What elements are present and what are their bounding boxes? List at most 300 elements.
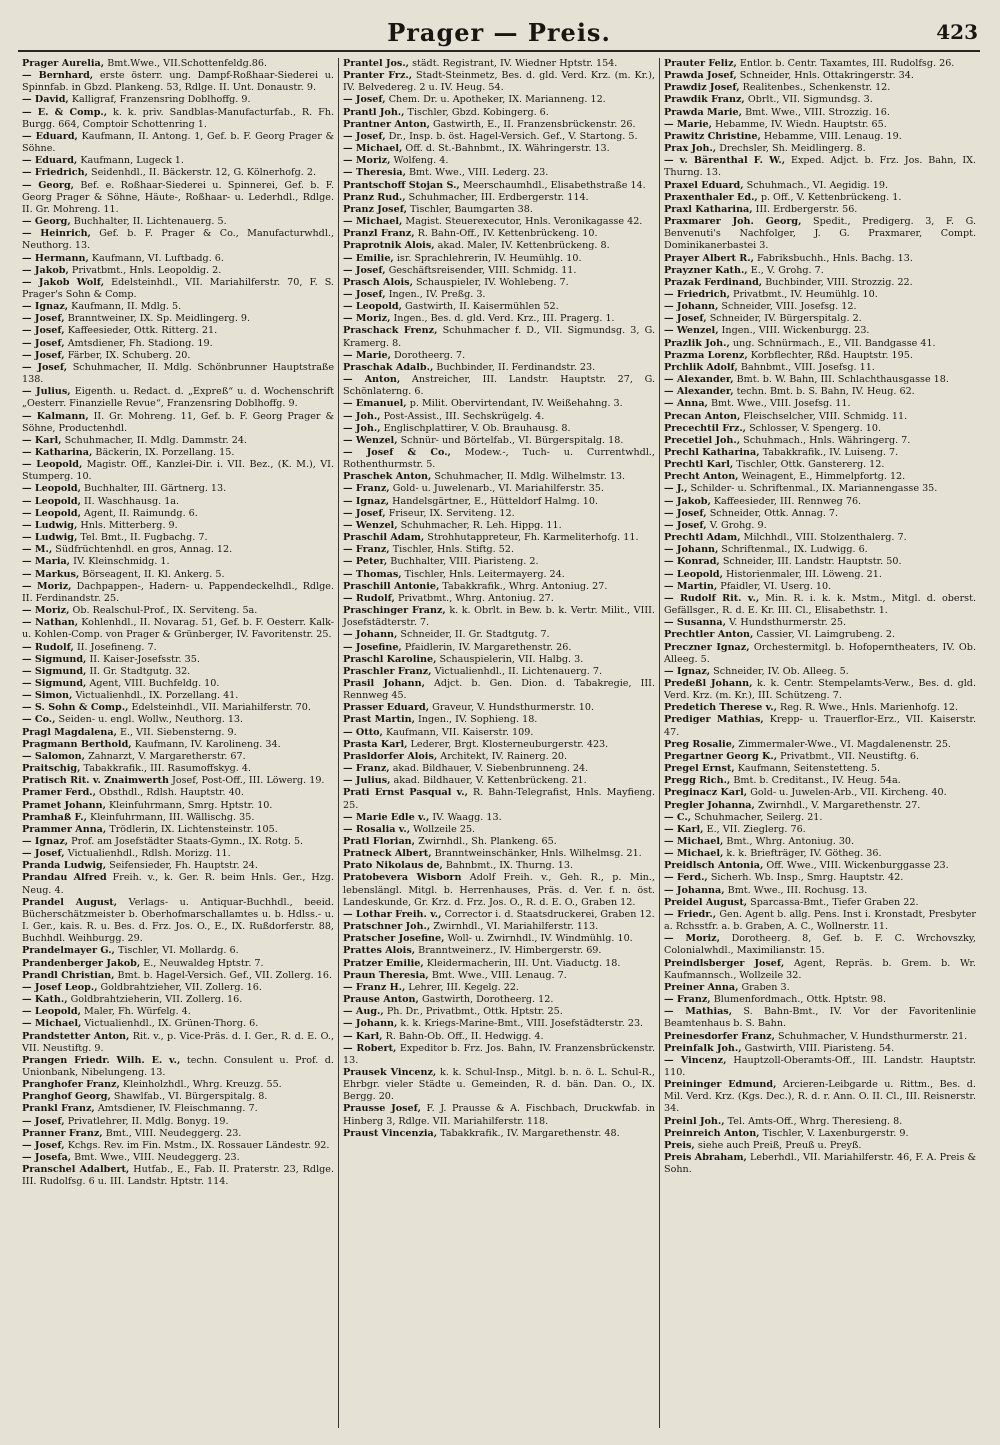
entry-details: Architekt, IV. Rainerg. 20.	[440, 750, 568, 762]
directory-entry	[343, 508, 655, 520]
entry-name: Prandau Alfred	[22, 872, 107, 884]
entry-name: — Michael,	[343, 216, 403, 228]
entry-name: — Franz,	[343, 763, 390, 775]
directory-entry	[22, 775, 334, 787]
directory-entry	[22, 739, 334, 751]
entry-name: Praun Theresia,	[343, 969, 429, 981]
directory-entry	[22, 1091, 334, 1103]
directory-entry	[22, 812, 334, 824]
entry-details: akad. Maler, IV. Kettenbrückeng. 8.	[437, 240, 610, 252]
entry-details: Kaffeesieder, III. Rennweg 76.	[713, 495, 862, 507]
directory-entry	[343, 860, 655, 872]
entry-name: Pratscher Josefine,	[343, 933, 445, 945]
directory-entry	[22, 848, 334, 860]
directory-entry	[22, 1164, 334, 1188]
page-header	[18, 16, 980, 52]
entry-name: — Michael,	[664, 848, 724, 860]
directory-entry	[343, 569, 655, 581]
directory-entry	[22, 386, 334, 410]
entry-details: Zwirnhdl., Sh. Plankeng. 65.	[418, 836, 557, 847]
directory-entry	[343, 301, 655, 313]
entry-details: Dachpappen-, Hadern- u. Pappendeckelhdl., Rdlge. II. Ferdinandstr. 25.	[22, 580, 334, 604]
entry-name: Predetich Therese v.,	[664, 702, 777, 714]
entry-name: Pramhaß F.,	[22, 811, 87, 823]
entry-name: Praschack Frenz,	[343, 325, 438, 337]
entry-details: Expeditor b. Frz. Jos. Bahn, IV. Franzensbrückenstr. 13.	[343, 1042, 655, 1066]
entry-name: Prast Martin,	[343, 714, 415, 726]
entry-name: Prandstetter Anton,	[22, 1030, 130, 1042]
page-number: 423	[936, 20, 978, 44]
entry-details: Tischler, Hnls. Leitermayerg. 24.	[404, 568, 565, 580]
directory-entry	[22, 569, 334, 581]
entry-details: Bahnbmt., VIII. Josefsg. 11.	[740, 361, 875, 373]
entry-details: Bmt., VIII. Neudeggerg. 23.	[105, 1127, 242, 1139]
entry-name: Prayer Albert R.,	[664, 252, 754, 264]
directory-entry	[343, 1067, 655, 1103]
entry-details: Bmt. Wwe., VIII. Neudeggerg. 23.	[74, 1152, 240, 1164]
entry-name: — Josef,	[343, 130, 386, 142]
entry-details: Kleinholzhdl., Whrg. Kreuzg. 55.	[122, 1079, 282, 1091]
entry-name: Praxenthaler Ed.,	[664, 191, 758, 203]
entry-name: Praschil Adam,	[343, 532, 425, 544]
directory-entry	[664, 1055, 976, 1079]
directory-entry	[22, 642, 334, 654]
directory-entry	[22, 970, 334, 982]
directory-entry	[343, 836, 655, 848]
directory-entry	[664, 496, 976, 508]
directory-entry	[343, 325, 655, 349]
directory-entry	[664, 982, 976, 994]
entry-details: erste österr. ung. Dampf-Roßhaar-Siederei u. Spinnfab. in Gbzd. Plankeng. 53, Rdlge. II. Unt. Donaustr. 9.	[22, 70, 334, 94]
entry-name: — Ignaz,	[22, 836, 69, 847]
entry-name: Pramet Johann,	[22, 799, 106, 811]
directory-entry	[343, 714, 655, 726]
entry-details: Gef. b. F. Prager & Co., Manufacturwhdl., Neuthorg. 13.	[22, 228, 334, 252]
directory-entry	[664, 1006, 976, 1030]
entry-details: Seidenhdl., II. Bäckerstr. 12, G. Kölnerhofg. 2.	[91, 167, 316, 179]
entry-name: Prawda Josef,	[664, 70, 737, 82]
directory-entry	[343, 180, 655, 192]
entry-details: Buchhalter, II. Lichtenauerg. 5.	[73, 216, 227, 228]
entry-name: — Mathias,	[664, 1006, 733, 1018]
entry-name: Prauter Feliz,	[664, 58, 737, 69]
entry-name: Pratzer Emilie,	[343, 957, 424, 969]
entry-name: — Johanna,	[664, 884, 725, 896]
entry-details: Victualienhdl., IX. Grünen-Thorg. 6.	[84, 1018, 259, 1030]
entry-name: Prangen Friedr. Wilh. E. v.,	[22, 1054, 181, 1066]
entry-details: k. k. Briefträger, IV. Götheg. 36.	[726, 848, 882, 860]
entry-name: — Leopold,	[343, 301, 402, 313]
entry-details: Kalligraf, Franzensring Doblhoffg. 9.	[71, 94, 251, 106]
directory-entry	[22, 678, 334, 690]
entry-name: — Josef,	[22, 1115, 65, 1127]
directory-entry	[664, 447, 976, 459]
entry-details: Off. Wwe., VIII. Wickenburggasse 23.	[766, 860, 949, 872]
entry-name: — Josefa,	[22, 1152, 72, 1164]
entry-name: — Johann,	[664, 301, 719, 313]
directory-entry	[343, 350, 655, 362]
entry-name: — Franz,	[664, 994, 711, 1006]
entry-details: Stadt-Steinmetz, Bes. d. gld. Verd. Krz. (m. Kr.), IV. Belvedereg. 2 u. IV. Heug. 54.	[343, 70, 655, 94]
entry-name: — Emilie,	[343, 252, 394, 264]
directory-entry	[343, 787, 655, 811]
entry-name: — Thomas,	[343, 568, 402, 580]
directory-entry	[664, 872, 976, 884]
directory-entry	[343, 532, 655, 544]
entry-name: — Ludwig,	[22, 532, 78, 544]
entry-name: — Maria,	[22, 556, 71, 568]
entry-details: IV. Kleinschmidg. 1.	[73, 556, 170, 568]
directory-entry	[664, 569, 976, 581]
directory-entry	[343, 812, 655, 824]
directory-entry	[664, 739, 976, 751]
entry-details: Bahnbmt., IX. Thurng. 13.	[445, 860, 574, 872]
entry-details: Kaufmann, II. Mdlg. 5.	[71, 301, 182, 313]
entry-name: — Josef,	[343, 264, 386, 276]
entry-name: — Sigmund,	[22, 653, 87, 665]
directory-entry	[343, 629, 655, 641]
entry-name: Pranghofer Franz,	[22, 1079, 120, 1091]
entry-details: Dorotheerg. 7.	[393, 349, 466, 361]
entry-name: — Konrad,	[664, 556, 720, 568]
directory-entry	[664, 702, 976, 714]
entry-details: Schneider, Hnls. Ottakringerstr. 34.	[739, 70, 914, 82]
directory-entry	[664, 556, 976, 568]
entry-name: — Julius,	[343, 775, 391, 787]
directory-entry	[22, 824, 334, 836]
entry-details: Schuhmacher f. D., VII. Sigmundsg. 3, G. Kramerg. 8.	[343, 325, 655, 349]
directory-entry	[664, 678, 976, 702]
entry-details: II. Gr. Stadtgutg. 32.	[89, 665, 191, 677]
entry-name: Pregel Ernst,	[664, 763, 735, 775]
directory-entry	[664, 909, 976, 933]
entry-details: Milchhdl., VIII. Stolzenthalerg. 7.	[743, 532, 907, 544]
entry-details: Rit. v., p. Vice-Präs. d. I. Ger., R. d. E. O., VII. Neustiftg. 9.	[22, 1030, 334, 1054]
entry-name: — Peter,	[343, 556, 388, 568]
entry-name: Preis Abraham,	[664, 1152, 747, 1164]
directory-entry	[22, 605, 334, 617]
entry-name: — Josef,	[664, 519, 707, 531]
entry-details: Entlor. b. Centr. Taxamtes, III. Rudolfsg. 26.	[739, 58, 955, 69]
entry-details: Tabakkrafik., IV. Luiseng. 7.	[762, 447, 899, 458]
entry-name: Pregg Rich.,	[664, 775, 731, 787]
entry-details: Kleinfuhrmann, Smrg. Hptstr. 10.	[109, 799, 273, 811]
directory-entry	[343, 277, 655, 289]
entry-name: — E. & Comp.,	[22, 106, 108, 118]
directory-entry	[22, 1128, 334, 1140]
entry-details: Orchestermitgl. b. Hofoperntheaters, IV. Ob. Alleeg. 5.	[664, 641, 976, 665]
directory-entry	[22, 496, 334, 508]
entry-details: Tischler, Ottk. Ganstererg. 12.	[736, 459, 885, 471]
entry-details: Lederer, Brgt. Klosterneuburgerstr. 423.	[410, 738, 609, 750]
directory-entry	[664, 787, 976, 799]
directory-entry	[664, 180, 976, 192]
directory-entry	[664, 617, 976, 629]
entry-details: Schriftenmal., IX. Ludwigg. 6.	[721, 544, 868, 556]
entry-details: Tabakkrafik., Whrg. Antoniug. 27.	[442, 580, 608, 592]
entry-name: — Michael,	[22, 1018, 82, 1030]
directory-entry	[664, 666, 976, 678]
column-middle	[338, 58, 659, 1428]
entry-name: — Simon,	[22, 690, 73, 702]
entry-name: Praschill Antonie,	[343, 580, 440, 592]
entry-details: II. Kaiser-Josefsstr. 35.	[89, 653, 200, 665]
entry-name: Prasser Eduard,	[343, 702, 430, 714]
directory-entry	[343, 702, 655, 714]
entry-details: Obsthdl., Rdlsh. Hauptstr. 40.	[99, 787, 244, 799]
entry-details: techn. Bmt. b. S. Bahn, IV. Heug. 62.	[736, 386, 915, 398]
entry-details: siehe auch Preiß, Preuß u. Preyß.	[697, 1139, 862, 1151]
directory-entry	[343, 362, 655, 374]
directory-entry	[343, 107, 655, 119]
directory-entry	[664, 192, 976, 204]
entry-name: Pratisch Rit. v. Znaimwerth	[22, 775, 169, 787]
entry-details: IV. Waagg. 13.	[432, 811, 502, 823]
entry-name: — Rudolf,	[22, 641, 74, 653]
entry-details: Seifensieder, Fh. Hauptstr. 24.	[109, 860, 258, 872]
entry-details: Trödlerin, IX. Lichtensteinstr. 105.	[109, 823, 278, 835]
directory-entry	[664, 933, 976, 957]
entry-details: Branntweiner, IX. Sp. Meidlingerg. 9.	[67, 313, 251, 325]
directory-entry	[343, 313, 655, 325]
entry-name: Precan Anton,	[664, 410, 741, 422]
entry-name: Prantl Joh.,	[343, 106, 405, 118]
entry-name: Preis,	[664, 1139, 695, 1151]
directory-entry	[22, 313, 334, 325]
directory-entry	[343, 216, 655, 228]
entry-details: Tischler, VI. Mollardg. 6.	[117, 945, 239, 957]
directory-entry	[664, 1128, 976, 1140]
entry-name: Pranghof Georg,	[22, 1091, 111, 1103]
directory-entry	[22, 253, 334, 265]
entry-name: — Josef,	[343, 288, 386, 300]
entry-name: — Theresia,	[343, 167, 406, 179]
entry-details: Kaufmann, IV. Karolineng. 34.	[134, 738, 281, 750]
directory-entry	[343, 872, 655, 908]
entry-name: — Katharina,	[22, 447, 93, 458]
directory-entry	[343, 70, 655, 94]
directory-entry	[664, 751, 976, 763]
entry-details: Kaufmann, VI. Luftbadg. 6.	[91, 252, 224, 264]
directory-entry	[343, 1103, 655, 1127]
entry-details: Verlags- u. Antiquar-Buchhdl., beeid. Bücherschätzmeister b. Oberhofmarschallamtes u. b. Hdlss.- u. I. Ger., kais. R. u. Bes. d. Frz. Jos. O., E., IX. Rußdorferstr. 88, Buchhdl. Weihburgg. 29.	[22, 896, 334, 945]
directory-entry	[664, 1116, 976, 1128]
entry-name: Pratneck Albert,	[343, 848, 432, 860]
directory-entry	[664, 629, 976, 641]
entry-name: Preinesdorfer Franz,	[664, 1030, 775, 1042]
directory-entry	[664, 714, 976, 738]
entry-details: Ph. Dr., Privatbmt., Ottk. Hptstr. 25.	[386, 1006, 563, 1018]
entry-name: Praust Vincenzia,	[343, 1127, 438, 1139]
directory-entry	[664, 216, 976, 252]
entry-name: — Nathan,	[22, 617, 79, 629]
entry-name: — Josef,	[664, 313, 707, 325]
directory-entry	[664, 374, 976, 386]
directory-entry	[22, 702, 334, 714]
entry-details: Zahnarzt, V. Margaretherstr. 67.	[88, 750, 246, 762]
entry-name: — Wenzel,	[343, 434, 398, 446]
entry-name: Pratobevera Wisborn	[343, 872, 462, 884]
directory-entry	[664, 253, 976, 265]
directory-entry	[343, 483, 655, 495]
entry-name: — Emanuel,	[343, 398, 407, 410]
entry-details: städt. Registrant, IV. Wiedner Hptstr. 154.	[412, 58, 618, 69]
entry-name: Prechtl Adam,	[664, 532, 741, 544]
entry-name: Prantschoff Stojan S.,	[343, 179, 460, 191]
entry-details: Dr., Insp. b. öst. Hagel-Versich. Gef., V. Startong. 5.	[388, 130, 638, 142]
entry-details: Post-Assist., III. Sechskrügelg. 4.	[383, 410, 545, 422]
directory-entry	[343, 824, 655, 836]
directory-entry	[22, 982, 334, 994]
entry-name: — Josef,	[22, 325, 65, 337]
entry-name: Pranda Ludwig,	[22, 860, 107, 872]
directory-entry	[664, 532, 976, 544]
entry-details: Kaufmann, II. Antong. 1, Gef. b. F. Georg Prager & Söhne.	[22, 130, 334, 155]
entry-details: Kleinfuhrmann, III. Wällischg. 35.	[90, 811, 255, 823]
directory-entry	[664, 520, 976, 532]
entry-details: Schilder- u. Schriftenmal., IX. Mariannengasse 35.	[690, 483, 938, 495]
directory-entry	[343, 593, 655, 605]
entry-details: Adjct. b. Gen. Dion. d. Tabakregie, III. Rennweg 45.	[343, 677, 655, 702]
directory-entry	[343, 58, 655, 70]
entry-details: Tabakkrafik., III. Rasumoffskyg. 4.	[83, 763, 252, 775]
entry-details: Schneider, II. Gr. Stadtgutg. 7.	[400, 629, 550, 641]
entry-name: — Aug.,	[343, 1006, 384, 1018]
entry-details: Gold- u. Juwelenarb., VI. Mariahilferstr. 35.	[392, 483, 604, 495]
entry-details: Hauptzoll-Oberamts-Off., III. Landstr. Hauptstr. 110.	[664, 1054, 976, 1078]
entry-name: — J.,	[664, 483, 688, 495]
entry-details: R. Bahn-Ob. Off., II. Hedwigg. 4.	[385, 1030, 544, 1042]
directory-entry	[22, 435, 334, 447]
directory-entry	[664, 994, 976, 1006]
entry-name: — Josef,	[22, 349, 65, 361]
directory-entry	[343, 581, 655, 593]
entry-name: — Friedrich,	[22, 167, 88, 179]
entry-name: Prawdiz Josef,	[664, 82, 740, 94]
entry-name: — Josef,	[343, 94, 386, 106]
entry-name: — Julius,	[22, 386, 71, 398]
directory-entry	[664, 885, 976, 897]
entry-details: Corrector i. d. Staatsdruckerei, Graben 12.	[444, 908, 655, 920]
directory-entry	[664, 459, 976, 471]
directory-entry	[343, 605, 655, 629]
column-left	[18, 58, 338, 1428]
entry-name: Praxel Eduard,	[664, 179, 744, 191]
entry-name: — S. Sohn & Comp.,	[22, 702, 129, 714]
entry-details: Bmt. Wwe., VIII. Josefsg. 11.	[710, 398, 851, 410]
directory-entry	[22, 897, 334, 946]
entry-details: Graben 3.	[741, 981, 790, 993]
directory-entry	[343, 398, 655, 410]
entry-details: Kaffeesieder, Ottk. Ritterg. 21.	[67, 325, 218, 337]
entry-name: — Josef,	[22, 848, 65, 860]
entry-name: — Franz H.,	[343, 981, 406, 993]
directory-entry	[343, 240, 655, 252]
entry-name: — Friedr.,	[664, 908, 717, 920]
entry-details: Meerschaumhdl., Elisabethstraße 14.	[462, 179, 646, 191]
entry-details: Ob. Realschul-Prof., IX. Serviteng. 5a.	[72, 605, 258, 617]
entry-name: Praschak Adalb.,	[343, 361, 434, 373]
entry-details: Bäckerin, IX. Porzellang. 15.	[95, 447, 235, 458]
entry-details: Magist. Steuerexecutor, Hnls. Veronikagasse 42.	[405, 216, 643, 228]
entry-name: — Alexander,	[664, 374, 734, 386]
directory-entry	[664, 411, 976, 423]
entry-name: — Wenzel,	[343, 519, 398, 531]
entry-name: Preinl Joh.,	[664, 1115, 725, 1127]
directory-entry	[22, 338, 334, 350]
entry-name: Pramer Ferd.,	[22, 787, 96, 799]
directory-entry	[664, 593, 976, 617]
entry-details: Off. d. St.-Bahnbmt., IX. Währingerstr. 13.	[405, 143, 610, 155]
directory-entry	[22, 1018, 334, 1030]
entry-details: Schuhmach., Hnls. Währingerg. 7.	[743, 434, 911, 446]
directory-entry	[22, 787, 334, 799]
entry-details: E., Neuwaldeg Hptstr. 7.	[143, 957, 264, 969]
entry-name: — Johann,	[343, 629, 398, 641]
directory-entry	[22, 872, 334, 896]
entry-details: Tischler, Hnls. Stiftg. 52.	[392, 544, 515, 556]
directory-entry	[343, 666, 655, 678]
directory-entry	[664, 642, 976, 666]
directory-entry	[343, 265, 655, 277]
entry-name: — Vincenz,	[664, 1054, 727, 1066]
entry-name: — M.,	[22, 544, 53, 556]
directory-entry	[343, 848, 655, 860]
directory-entry	[22, 1140, 334, 1152]
entry-details: Victualienhdl., Rdlsh. Morizg. 11.	[67, 848, 231, 860]
entry-name: Praschl Karoline,	[343, 653, 437, 665]
directory-entry	[664, 398, 976, 410]
entry-name: — Marie,	[343, 349, 391, 361]
entry-name: Prazak Ferdinand,	[664, 276, 763, 288]
entry-details: Schuhmacher, II. Mdlg. Wilhelmstr. 13.	[434, 471, 626, 483]
directory-entry	[22, 654, 334, 666]
directory-entry	[664, 289, 976, 301]
entry-details: Gold- u. Juwelen-Arb., VII. Kircheng. 40.	[750, 787, 947, 799]
directory-entry	[22, 459, 334, 483]
directory-entry	[22, 94, 334, 106]
directory-entry	[343, 192, 655, 204]
directory-entry	[343, 423, 655, 435]
directory-entry	[343, 556, 655, 568]
entry-name: Predeßl Johann,	[664, 677, 753, 689]
entry-name: Preiner Anna,	[664, 981, 739, 993]
directory-entry	[22, 581, 334, 605]
directory-entry	[343, 435, 655, 447]
entry-details: Ingen., IV. Preßg. 3.	[388, 288, 486, 300]
directory-entry	[664, 350, 976, 362]
entry-name: Preczner Ignaz,	[664, 641, 750, 653]
entry-details: Maler, Fh. Würfelg. 4.	[84, 1006, 191, 1018]
entry-details: Schuhmacher, II. Mdlg. Dammstr. 24.	[64, 434, 247, 446]
directory-entry	[664, 325, 976, 337]
directory-entry	[664, 1031, 976, 1043]
entry-name: — Moriz,	[343, 155, 391, 167]
entry-details: Fabriksbuchh., Hnls. Bachg. 13.	[757, 252, 913, 264]
column-right	[659, 58, 980, 1428]
entry-details: R. Bahn-Off., IV. Kettenbrückeng. 10.	[417, 228, 598, 240]
entry-name: — Johann,	[664, 544, 719, 556]
entry-name: Prechl Katharina,	[664, 447, 760, 458]
directory-entry	[664, 362, 976, 374]
entry-name: — David,	[22, 94, 69, 106]
directory-entry	[664, 301, 976, 313]
entry-name: — Moriz,	[343, 313, 391, 325]
entry-details: III. Erdbergerstr. 56.	[755, 203, 858, 215]
entry-name: Prechtler Anton,	[664, 629, 754, 641]
directory-entry	[664, 1140, 976, 1152]
directory-entry	[664, 277, 976, 289]
